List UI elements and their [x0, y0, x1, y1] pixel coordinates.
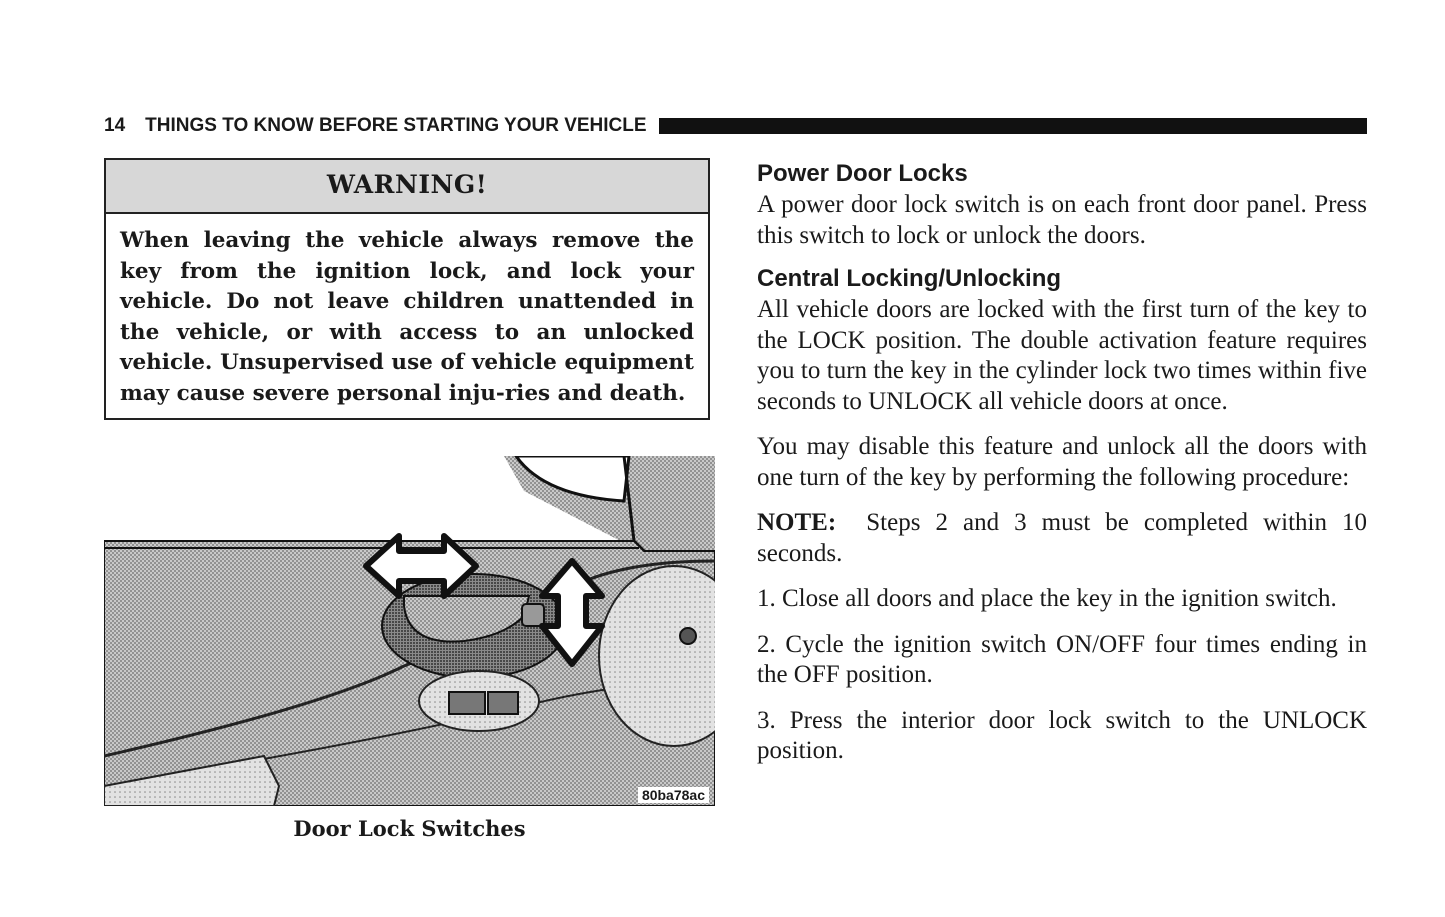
section-title: THINGS TO KNOW BEFORE STARTING YOUR VEHICLE	[145, 115, 647, 136]
central-locking-para2: You may disable this feature and unlock all the doors with one turn of the key by performing the following procedure:	[757, 433, 1367, 491]
note-text: Steps 2 and 3 must be completed within 10 seconds.	[757, 509, 1367, 567]
note-paragraph	[757, 508, 1367, 569]
power-door-locks-heading: Power Door Locks	[757, 160, 968, 187]
step-3: 3. Press the interior door lock switch to the UNLOCK position.	[757, 706, 1367, 764]
central-locking-heading: Central Locking/Unlocking	[757, 265, 1062, 292]
right-column	[757, 158, 1367, 767]
warning-box	[104, 158, 710, 420]
step-1: 1. Close all doors and place the key in the ignition switch.	[757, 585, 1337, 612]
warning-title: WARNING!	[106, 160, 708, 214]
figure-caption: Door Lock Switches	[293, 816, 526, 841]
warning-text: When leaving the vehicle always remove the key from the ignition lock, and lock your vehicle. Do not leave children unattended in the vehicle, or with access to an unlocked vehicle. Unsupervised use of vehicle equipment may cause severe personal inju-ries and death.	[120, 228, 694, 406]
door-panel-drawing	[104, 456, 715, 806]
door-lock-illustration	[104, 456, 715, 806]
header-rule	[659, 118, 1367, 134]
central-locking-para1: All vehicle doors are locked with the first turn of the key to the LOCK position. The double activation feature requires you to turn the key in the cylinder lock two times within five seconds to UNLOCK all vehicle doors at once.	[757, 296, 1367, 415]
page-number: 14	[104, 115, 126, 136]
figure-code: 80ba78ac	[638, 787, 709, 803]
power-door-locks-text: A power door lock switch is on each front door panel. Press this switch to lock or unlock the doors.	[757, 191, 1367, 249]
note-label: NOTE:	[757, 509, 837, 536]
page-header	[104, 113, 1367, 139]
step-2: 2. Cycle the ignition switch ON/OFF four times ending in the OFF position.	[757, 630, 1367, 688]
